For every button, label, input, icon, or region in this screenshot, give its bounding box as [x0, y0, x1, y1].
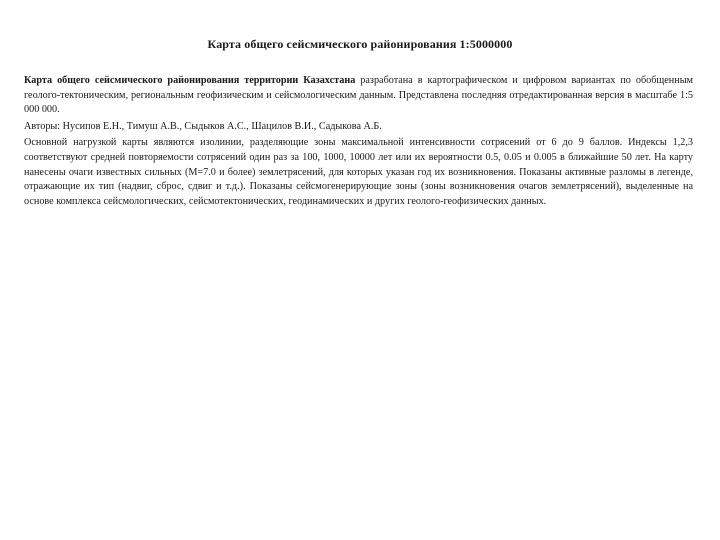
intro-paragraph [24, 74, 693, 118]
description-paragraph: Основной нагрузкой карты являются изолинии, разделяющие зоны максимальной интенсивности сотрясений от 6 до 9 баллов. Индексы 1,2,3 соответствуют средней повторяемости сотрясений один раз за 100, 1000, 10000 лет или их вероятности 0.5, 0.05 и 0.005 в ближайшие 50 лет. На карту нанесены очаги известных сильных (М=7.0 и более) землетрясений, для которых указан год их возникновения. Показаны активные разломы в легенде, отражающие их тип (надвиг, сброс, сдвиг и т.д.). Показаны сейсмогенерирующие зоны (зоны возникновения очагов землетрясений), выделенные на основе комплекса сейсмологических, сейсмотектонических, геодинамических и других геолого-геофизических данных. [24, 137, 693, 207]
intro-text: разработана в картографическом и цифровом вариантах по обобщенным геолого-тектоническим, региональным геофизическим и сейсмологическим данным. Представлена последняя отредактированная версия в масштабе 1:5 000 000. [24, 75, 693, 116]
authors-line: Авторы: Нусипов Е.Н., Тимуш А.В., Сыдыков А.С., Шацилов В.И., Садыкова А.Б. [24, 120, 382, 132]
document-title: Карта общего сейсмического районирования 1:5000000 [207, 37, 513, 51]
map-name-bold: Карта общего сейсмического районирования территории Казахстана [24, 75, 356, 86]
document-body [24, 74, 693, 211]
